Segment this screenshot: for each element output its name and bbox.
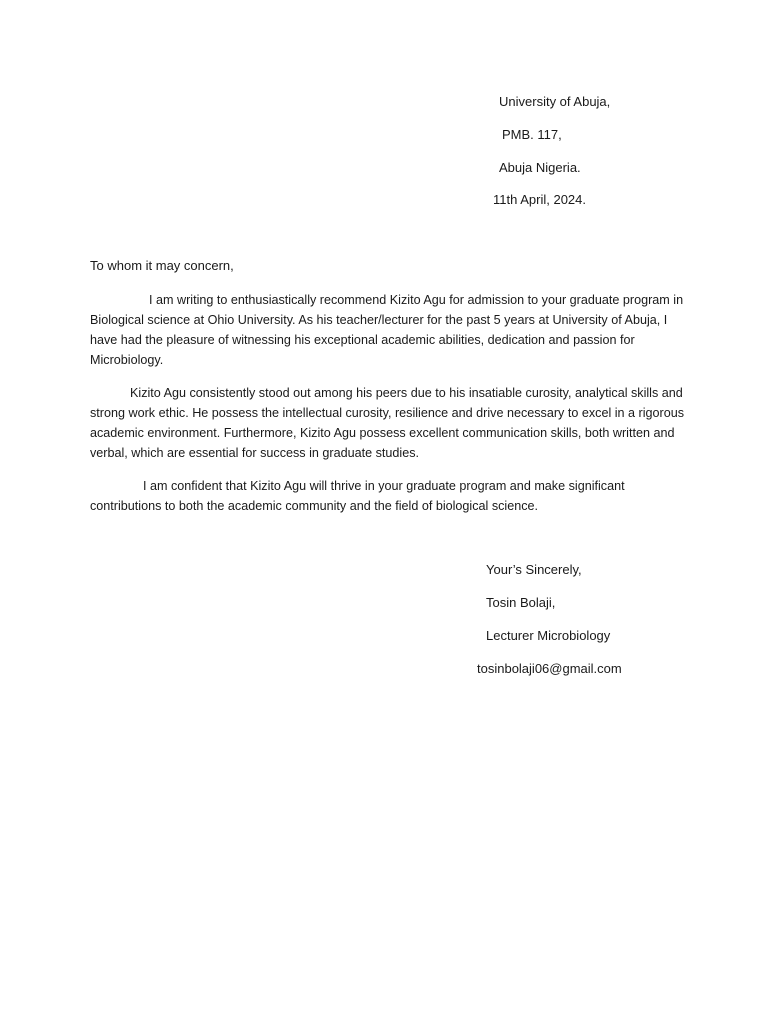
signature-name: Tosin Bolaji, [486,595,556,610]
body-paragraph-2: Kizito Agu consistently stood out among his peers due to his insatiable curosity, analytical skills and strong work ethic. He possess the intellectual curosity, resilience and drive necessary to excel in a rigorous academic environment. Furthermore, Kizito Agu possess excellent communication skills, both written and verbal, which are essential for success in graduate studies. [90,386,685,460]
sender-address-line-3: Abuja Nigeria. [499,160,581,175]
body-paragraph-1: I am writing to enthusiastically recommend Kizito Agu for admission to your graduate program in Biological science at Ohio University. As his teacher/lecturer for the past 5 years at University of Abuja, I have had the pleasure of witnessing his exceptional academic abilities, dedication and passion for Microbiology. [90,293,684,367]
body-paragraph-3: I am confident that Kizito Agu will thrive in your graduate program and make significant contributions to both the academic community and the field of biological science. [90,479,625,513]
salutation: To whom it may concern, [90,258,234,273]
signature-title: Lecturer Microbiology [486,628,611,643]
sender-address-line-2: PMB. 117, [502,127,562,142]
signature-email: tosinbolaji06@gmail.com [477,661,622,676]
sender-address-line-1: University of Abuja, [499,94,611,109]
letter-date: 11th April, 2024. [493,192,586,207]
signature-closing: Your’s Sincerely, [486,562,582,577]
